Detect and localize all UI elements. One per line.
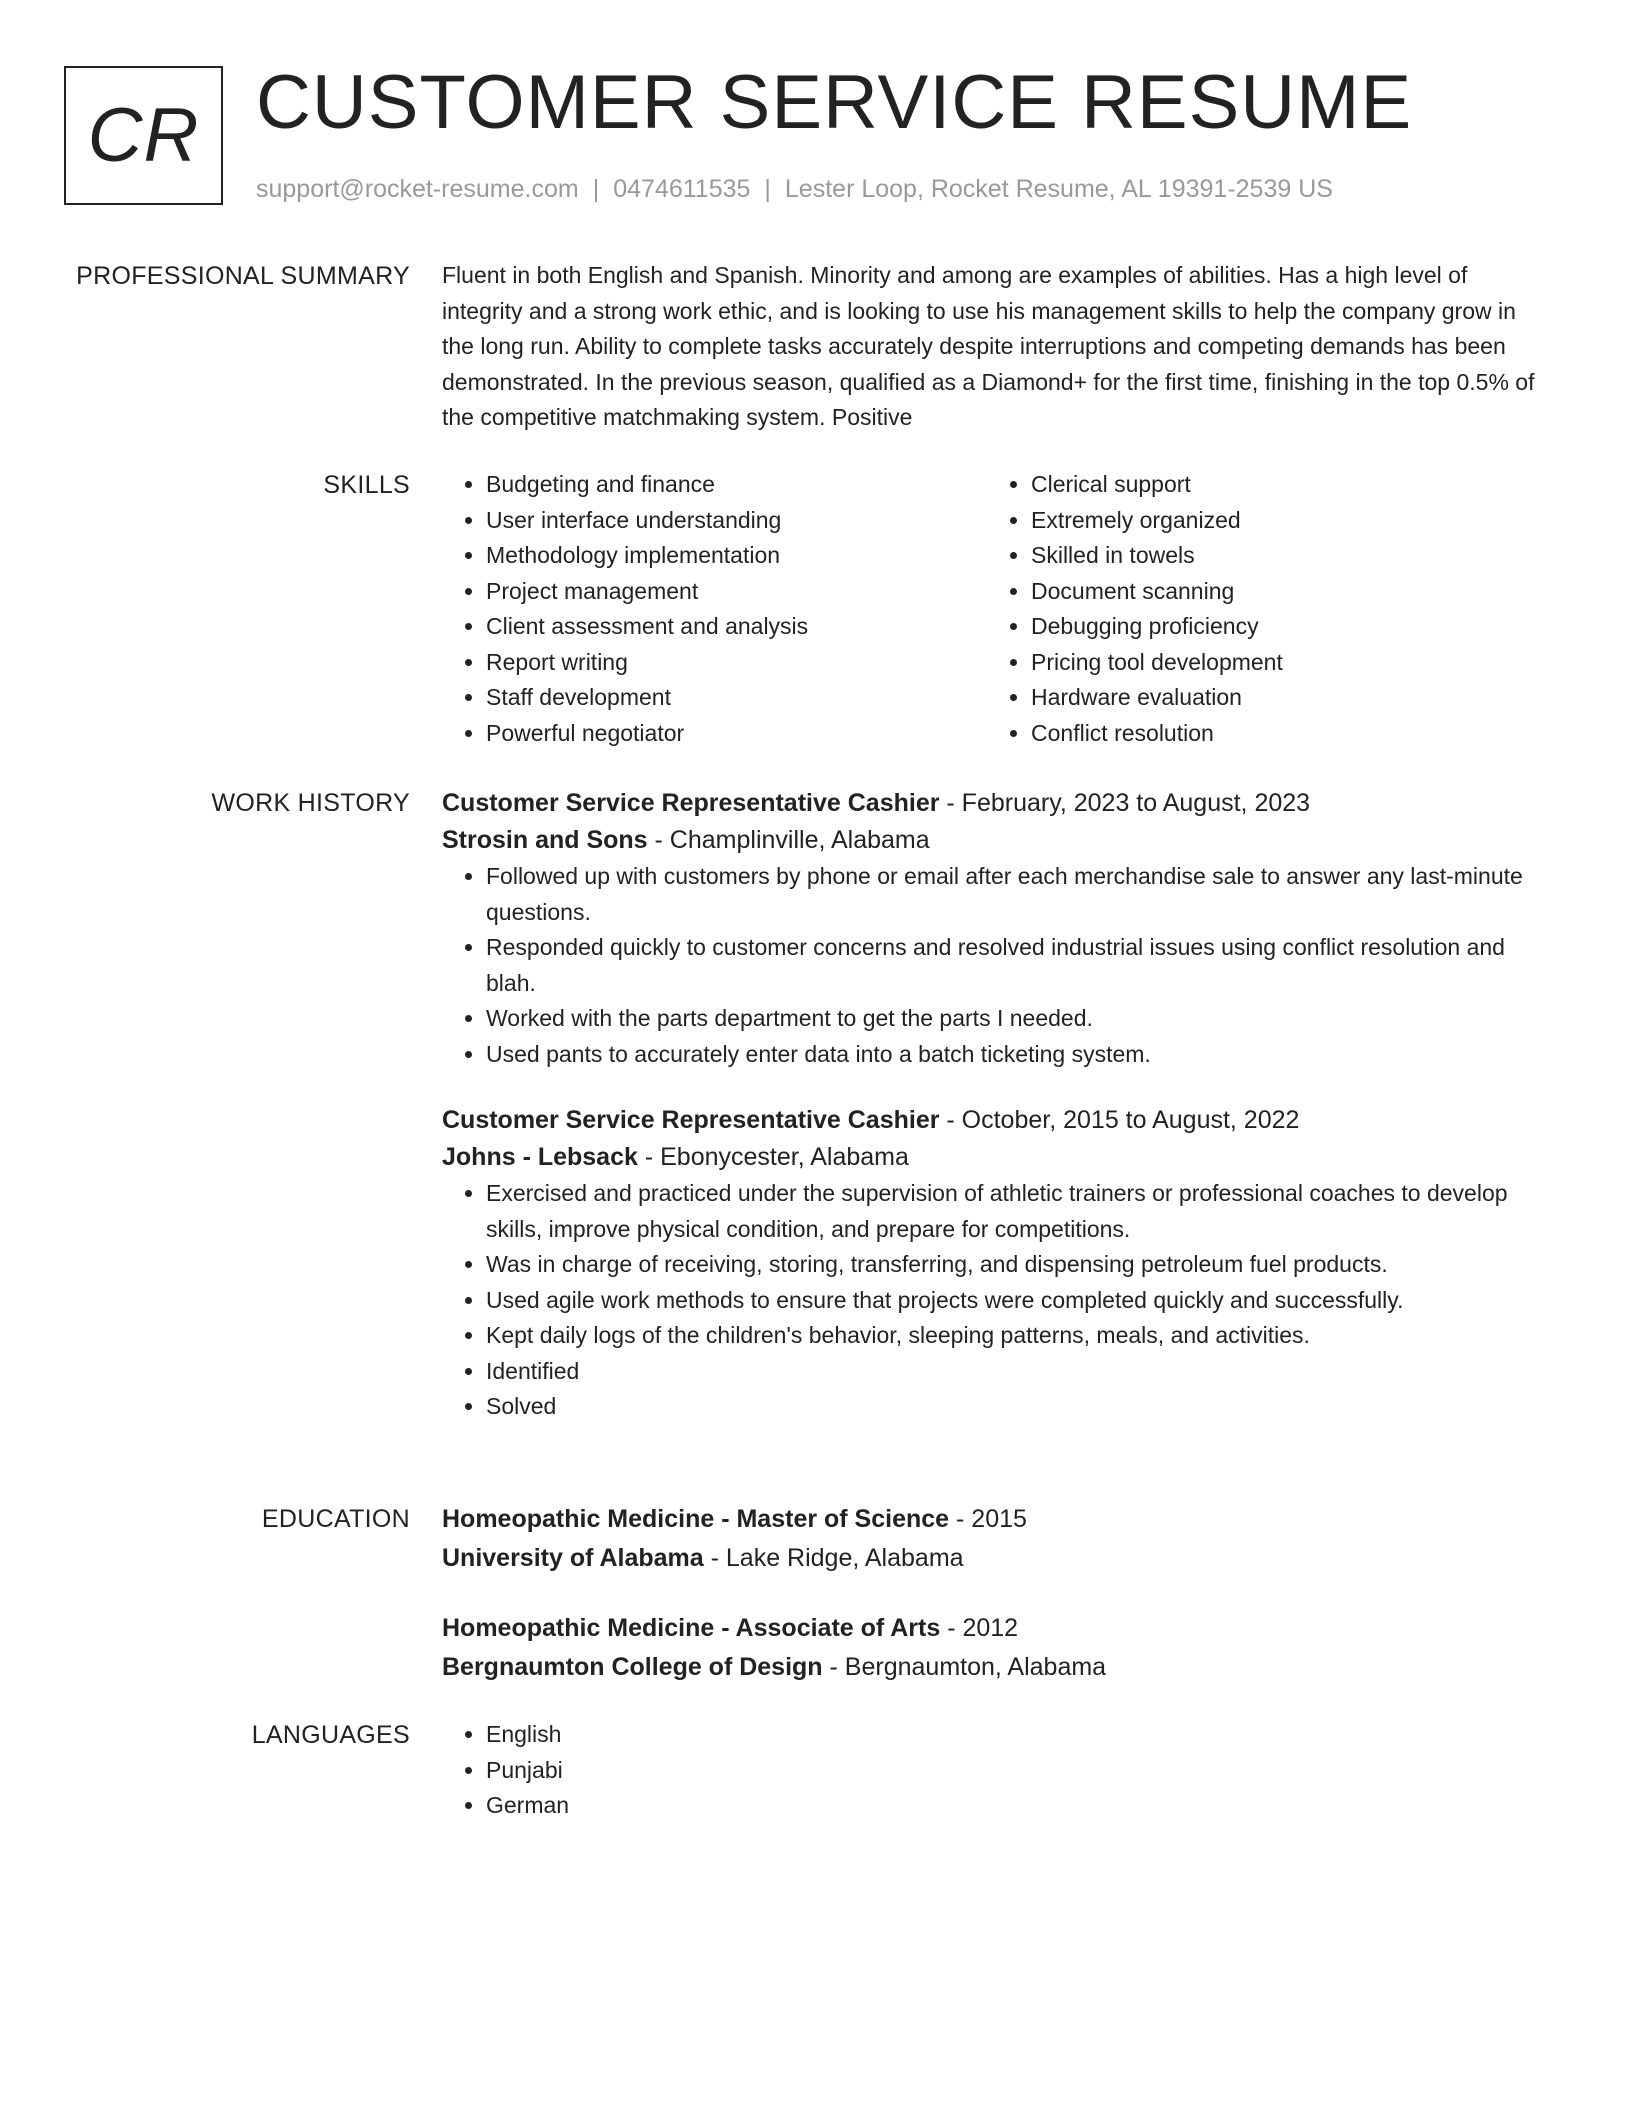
skills-list-left [442,467,987,751]
education-heading: EDUCATION [261,1505,410,1533]
education-entry [442,1500,1542,1578]
job-dates: - October, 2015 to August, 2022 [939,1106,1300,1134]
job-title: Customer Service Representative Cashier [442,789,940,817]
summary-heading: PROFESSIONAL SUMMARY [76,262,410,290]
education-school-line [442,1539,1542,1578]
education-degree-line [442,1500,1542,1539]
monogram-logo [64,66,223,205]
job-title-line [442,1102,1542,1139]
job-duty: • Worked with the parts department to get the parts I needed. [486,1001,1542,1037]
job-duty: • Exercised and practiced under the supervision of athletic trainers or professional coaches to develop skills, improve physical condition, and prepare for competitions. [486,1176,1542,1247]
languages-body [442,1717,1542,1824]
summary-body [442,258,1542,436]
work-history-heading: WORK HISTORY [211,789,410,817]
skill-item: • Hardware evaluation [1031,680,1532,716]
education-location: - Lake Ridge, Alabama [703,1544,964,1572]
work-history-body [442,785,1542,1425]
resume-title: CUSTOMER SERVICE RESUME [256,60,1413,145]
contact-address: Lester Loop, Rocket Resume, AL 19391-2539 US [784,175,1333,203]
contact-separator: | [592,175,600,203]
skill-item: • Pricing tool development [1031,645,1532,681]
contact-phone: 0474611535 [613,175,751,203]
language-item: • English [486,1717,1542,1753]
skill-item: • Powerful negotiator [486,716,987,752]
language-item: • Punjabi [486,1753,1542,1789]
education-school: University of Alabama [442,1544,704,1572]
skill-item: • User interface understanding [486,503,987,539]
skill-item: • Debugging proficiency [1031,609,1532,645]
skill-item: • Document scanning [1031,574,1532,610]
job-duties-list [442,859,1542,1072]
education-degree: Homeopathic Medicine - Associate of Arts [442,1614,941,1642]
job-duty: • Identified [486,1354,1542,1390]
skill-item: • Methodology implementation [486,538,987,574]
skills-heading: SKILLS [323,471,410,499]
job-location: - Champlinville, Alabama [647,826,930,854]
languages-heading: LANGUAGES [251,1721,410,1749]
skill-item: • Report writing [486,645,987,681]
job-location: - Ebonycester, Alabama [637,1143,909,1171]
language-item: • German [486,1788,1542,1824]
job-entry [442,1102,1542,1425]
skill-item: • Staff development [486,680,987,716]
summary-text: Fluent in both English and Spanish. Minority and among are examples of abilities. Has a high level of integrity and a strong work ethic, and is looking to use his management skills to help the company grow in the long run. Ability to complete tasks accurately despite interruptions and competing demands has been demonstrated. In the previous season, qualified as a Diamond+ for the first time, finishing in the top 0.5% of the competitive matchmaking system. Positive [442,262,1535,430]
education-year: - 2015 [949,1505,1027,1533]
education-location: - Bergnaumton, Alabama [822,1653,1107,1681]
education-degree: Homeopathic Medicine - Master of Science [442,1505,950,1533]
skill-item: • Skilled in towels [1031,538,1532,574]
job-duty: • Solved [486,1389,1542,1425]
education-year: - 2012 [940,1614,1019,1642]
job-title: Customer Service Representative Cashier [442,1106,940,1134]
job-company-line [442,822,1542,859]
education-school-line [442,1648,1542,1687]
education-entry [442,1609,1542,1687]
languages-list [442,1717,1542,1824]
skills-body [442,467,1542,751]
skill-item: • Clerical support [1031,467,1532,503]
job-company: Johns - Lebsack [442,1143,638,1171]
skill-item: • Extremely organized [1031,503,1532,539]
job-company: Strosin and Sons [442,826,648,854]
job-title-line [442,785,1542,822]
education-school: Bergnaumton College of Design [442,1653,823,1681]
monogram-initials: CR [87,93,200,178]
job-company-line [442,1139,1542,1176]
job-entry [442,785,1542,1072]
skill-item: • Conflict resolution [1031,716,1532,752]
skill-item: • Project management [486,574,987,610]
contact-email: support@rocket-resume.com [256,175,579,203]
job-duties-list [442,1176,1542,1425]
job-duty: • Kept daily logs of the children's behavior, sleeping patterns, meals, and activities. [486,1318,1542,1354]
contact-line [256,172,1333,206]
job-duty: • Responded quickly to customer concerns and resolved industrial issues using conflict resolution and blah. [486,930,1542,1001]
education-body [442,1500,1542,1687]
job-duty: • Followed up with customers by phone or email after each merchandise sale to answer any last-minute questions. [486,859,1542,930]
contact-separator: | [764,175,771,203]
education-degree-line [442,1609,1542,1648]
job-duty: • Was in charge of receiving, storing, transferring, and dispensing petroleum fuel products. [486,1247,1542,1283]
skill-item: • Client assessment and analysis [486,609,987,645]
job-duty: • Used agile work methods to ensure that projects were completed quickly and successfully. [486,1283,1542,1319]
skills-list-right [987,467,1532,751]
skills-column-right [987,467,1532,751]
skills-column-left [442,467,987,751]
job-duty: • Used pants to accurately enter data into a batch ticketing system. [486,1037,1542,1073]
job-dates: - February, 2023 to August, 2023 [939,789,1311,817]
skill-item: • Budgeting and finance [486,467,987,503]
